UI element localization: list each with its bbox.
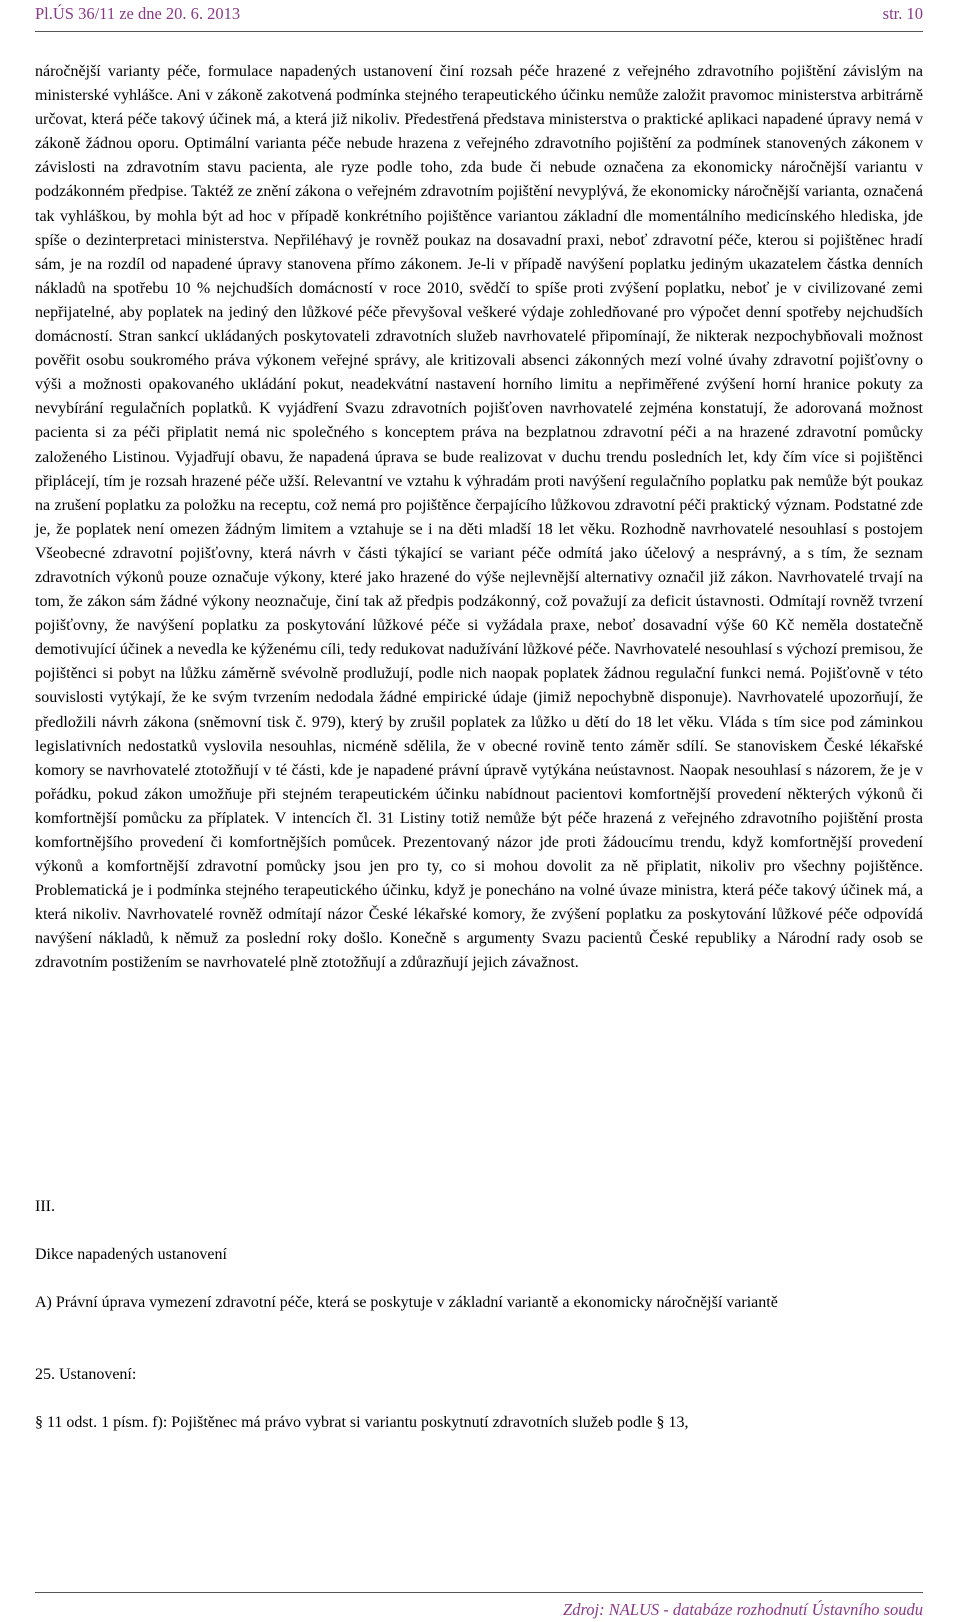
header-case-reference: Pl.ÚS 36/11 ze dne 20. 6. 2013	[35, 4, 241, 23]
section-number: III.	[35, 1198, 55, 1215]
page-header	[35, 4, 923, 28]
header-page-number: str. 10	[882, 4, 923, 23]
main-paragraph: náročnější varianty péče, formulace napadených ustanovení činí rozsah péče hrazené z veřejného zdravotního pojištění závislým na ministerské vyhlášce. Ani v zákoně zakotvená podmínka stejného terapeutického účinku nemůže založit pravomoc ministerstva arbitrárně určovat, která péče takový účinek má, a která již nikoliv. Předestřená představa ministerstva o praktické aplikaci napadené úpravy nemá v zákoně žádnou oporu. Optimální varianta péče nebude hrazena z veřejného zdravotního pojištění za podmínek stanovených zákonem v závislosti na zdravotním stavu pacienta, ale ryze podle toho, zda bude či nebude označena za ekonomicky náročnější variantu v podzákonném předpise. Taktéž ze znění zákona o veřejném zdravotním pojištění nevyplývá, že ekonomicky náročnější varianta, označená tak vyhláškou, by mohla být ad hoc v případě konkrétního pojištěnce variantou základní dle momentálního medicínského hlediska, jde spíše o dezinterpretaci ministerstva. Nepřiléhavý je rovněž poukaz na dosavadní praxi, neboť zdravotní péče, kterou si pojištěnec hradí sám, je na rozdíl od napadené úpravy stanovena přímo zákonem. Je-li v případě navýšení poplatku jediným ukazatelem částka denních nákladů na spotřebu 10 % nejchudších domácností v roce 2010, svědčí to spíše proti zvýšení poplatku, neboť je v civilizované zemi nepřijatelné, aby poplatek na jediný den lůžkové péče převyšoval veškeré výdaje zohledňované pro výpočet denní spotřeby nejchudších domácností. Stran sankcí ukládaných poskytovateli zdravotních služeb navrhovatelé připomínají, že nikterak nezpochybňovali možnost pověřit osobu soukromého práva výkonem veřejné správy, ale kritizovali absenci zákonných mezí volné úvahy zdravotní pojišťovny o výši a možnosti opakovaného ukládání pokut, neadekvátní nastavení horního limitu a nepřiměřené zvýšení horní hranice pokuty za nevybírání regulačních poplatků. K vyjádření Svazu zdravotních pojišťoven navrhovatelé zejména konstatují, že adorovaná možnost pacienta si za péči připlatit nemá nic společného s konceptem práva na bezplatnou zdravotní péči a na hrazené zdravotní pomůcky založeného Listinou. Vyjadřují obavu, že napadená úprava se bude realizovat v duchu trendu posledních let, kdy čím více si pojištěnci připlácejí, tím je rozsah hrazené péče užší. Relevantní ve vztahu k výhradám proti navýšení regulačního poplatku pak nemůže být poukaz na zrušení poplatku za položku na receptu, což nemá pro pojištěnce čerpajícího lůžkovou zdravotní péči praktický význam. Podstatné zde je, že poplatek není omezen žádným limitem a vztahuje se i na děti mladší 18 let věku. Rozhodně navrhovatelé nesouhlasí s postojem Všeobecné zdravotní pojišťovny, která návrh v části týkající se variant péče odmítá jako účelový a nesprávný, a s tím, že seznam zdravotních výkonů pouze označuje výkony, které jako hrazené do výše nejlevnější alternativy označil již zákon. Navrhovatelé trvají na tom, že zákon sám žádné výkony neoznačuje, činí tak až předpis podzákonný, což považují za deficit ústavnosti. Odmítají rovněž tvrzení pojišťovny, že navýšení poplatku za poskytování lůžkové péče si vyžádala praxe, neboť dosavadní výše 60 Kč neměla dostatečně demotivující účinek a nevedla ke kýženému cíli, tedy redukovat nadužívání lůžkové péče. Navrhovatelé nesouhlasí s výchozí premisou, že pojištěnci si pobyt na lůžku záměrně svévolně prodlužují, podle nich naopak poplatek žádnou regulační funkci nemá. Pojišťovně v této souvislosti vytýkají, že ke svým tvrzením nedodala žádné empirické údaje (jimiž nepochybně disponuje). Navrhovatelé upozorňují, že předložili návrh zákona (sněmovní tisk č. 979), který by zrušil poplatek za lůžko u dětí do 18 let věku. Vláda s tím sice pod záminkou legislativních nedostatků vyslovila nesouhlas, nicméně sdělila, že v obecné rovině tento záměr sdílí. Se stanoviskem České lékařské komory se navrhovatelé ztotožňují v té části, kde je napadené právní úpravě vytýkána neústavnost. Naopak nesouhlasí s názorem, že je v pořádku, pokud zákon umožňuje při stejném terapeutickém účinku nabídnout pacientovi komfortnější provedení některých výkonů či komfortnější pomůcku za příplatek. V intencích čl. 31 Listiny totiž nemůže být péče hrazená z veřejného zdravotního pojištění prosta komfortnějšího provedení či komfortnějších pomůcek. Prezentovaný názor jde proti žádoucímu trendu, když komfortnější provedení výkonů a komfortnější zdravotní pomůcky jsou jen pro ty, co si mohou dovolit za ně připlatit, nikoliv pro všechny pojištěnce. Problematická je i podmínka stejného terapeutického účinku, když je ponecháno na volné úvaze ministra, která péče takový účinek má, a která nikoliv. Navrhovatelé rovněž odmítají názor České lékařské komory, že zvýšení poplatku za poskytování lůžkové péče odpovídá navýšení nákladů, k němuž za poslední roky došlo. Konečně s argumenty Svazu pacientů České republiky a Národní rady osob se zdravotním postižením se navrhovatelé plně ztotožňují a zdůrazňují jejich závažnost.	[35, 63, 923, 972]
header-divider	[35, 31, 923, 32]
page-footer: Zdroj: NALUS - databáze rozhodnutí Ústavního soudu	[563, 1600, 923, 1619]
provision-text: § 11 odst. 1 písm. f): Pojištěnec má právo vybrat si variantu poskytnutí zdravotních služeb podle § 13,	[35, 1414, 689, 1431]
provision-label: 25. Ustanovení:	[35, 1366, 137, 1383]
subsection-heading: A) Právní úprava vymezení zdravotní péče, která se poskytuje v základní variantě a ekonomicky náročnější variantě	[35, 1294, 778, 1311]
footer-divider	[35, 1592, 923, 1593]
section-title: Dikce napadených ustanovení	[35, 1246, 227, 1263]
